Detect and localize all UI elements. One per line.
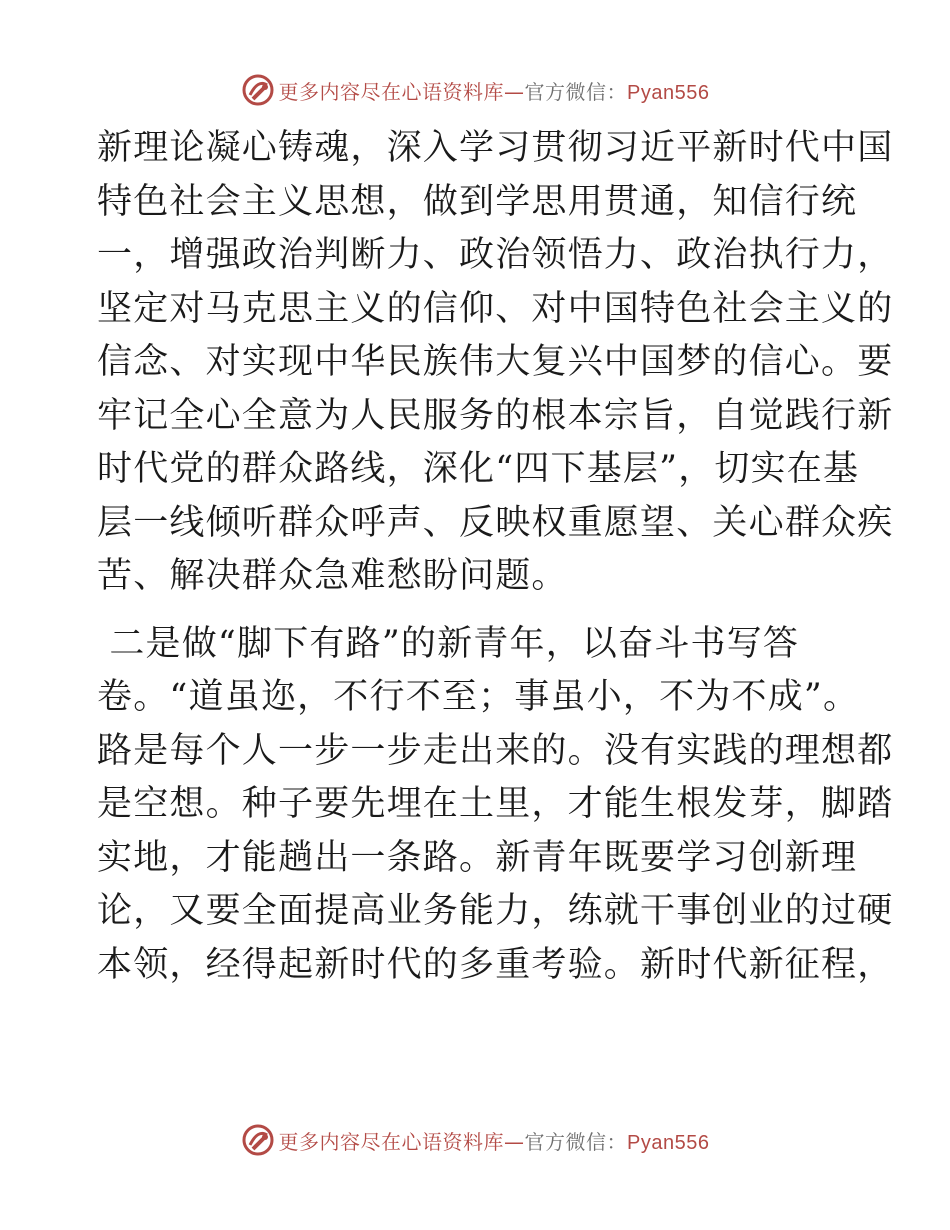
text-line: 苦、解决群众急难愁盼问题。 (97, 556, 568, 596)
header-wechat-id: Pyan556 (627, 81, 710, 104)
header-text (279, 76, 710, 105)
header-banner (0, 70, 950, 110)
header-site-name: 更多内容尽在心语资料库 (278, 79, 505, 104)
footer-banner (0, 1120, 950, 1160)
text-line: 路是每个人一步一步走出来的。没有实践的理想都 (97, 730, 894, 771)
footer-separator: — (504, 1129, 525, 1154)
text-line: 坚定对马克思主义的信仰、对中国特色社会主义的 (97, 288, 894, 329)
text-line: 论，又要全面提高业务能力，练就干事创业的过硬 (97, 891, 894, 931)
brand-seal-logo-icon (241, 73, 275, 107)
text-line: 是空想。种子要先埋在土里，才能生根发芽，脚踏 (97, 784, 894, 824)
document-body (97, 122, 894, 992)
text-line: 本领，经得起新时代的多重考验。新时代新征程， (97, 944, 894, 985)
text-line: 层一线倾听群众呼声、反映权重愿望、关心群众疾 (97, 502, 894, 543)
header-wechat-label: 官方微信： (524, 79, 628, 104)
text-line: 实地，才能趟出一条路。新青年既要学习创新理 (97, 837, 858, 878)
paragraph-1 (97, 122, 894, 604)
text-line: 牢记全心全意为人民服务的根本宗旨，自觉践行新 (97, 395, 894, 436)
header-separator: — (504, 79, 525, 104)
text-line: 一，增强政治判断力、政治领悟力、政治执行力， (97, 235, 894, 275)
footer-text (279, 1126, 710, 1155)
text-line: 特色社会主义思想，做到学思用贯通，知信行统 (97, 181, 858, 222)
footer-wechat-id: Pyan556 (627, 1131, 710, 1154)
text-line: 卷。“道虽迩，不行不至；事虽小，不为不成”。 (97, 677, 860, 717)
footer-wechat-label: 官方微信： (524, 1129, 628, 1154)
footer-site-name: 更多内容尽在心语资料库 (278, 1129, 505, 1154)
brand-seal-logo-icon (241, 1123, 275, 1157)
paragraph-gap (97, 604, 857, 618)
text-line: 时代党的群众路线，深化“四下基层”，切实在基 (97, 449, 860, 489)
text-line: 新理论凝心铸魂，深入学习贯彻习近平新时代中国 (97, 128, 894, 168)
text-line: 二是做“脚下有路”的新青年，以奋斗书写答 (97, 623, 800, 664)
paragraph-2 (97, 618, 894, 993)
text-line: 信念、对实现中华民族伟大复兴中国梦的信心。要 (97, 342, 894, 382)
